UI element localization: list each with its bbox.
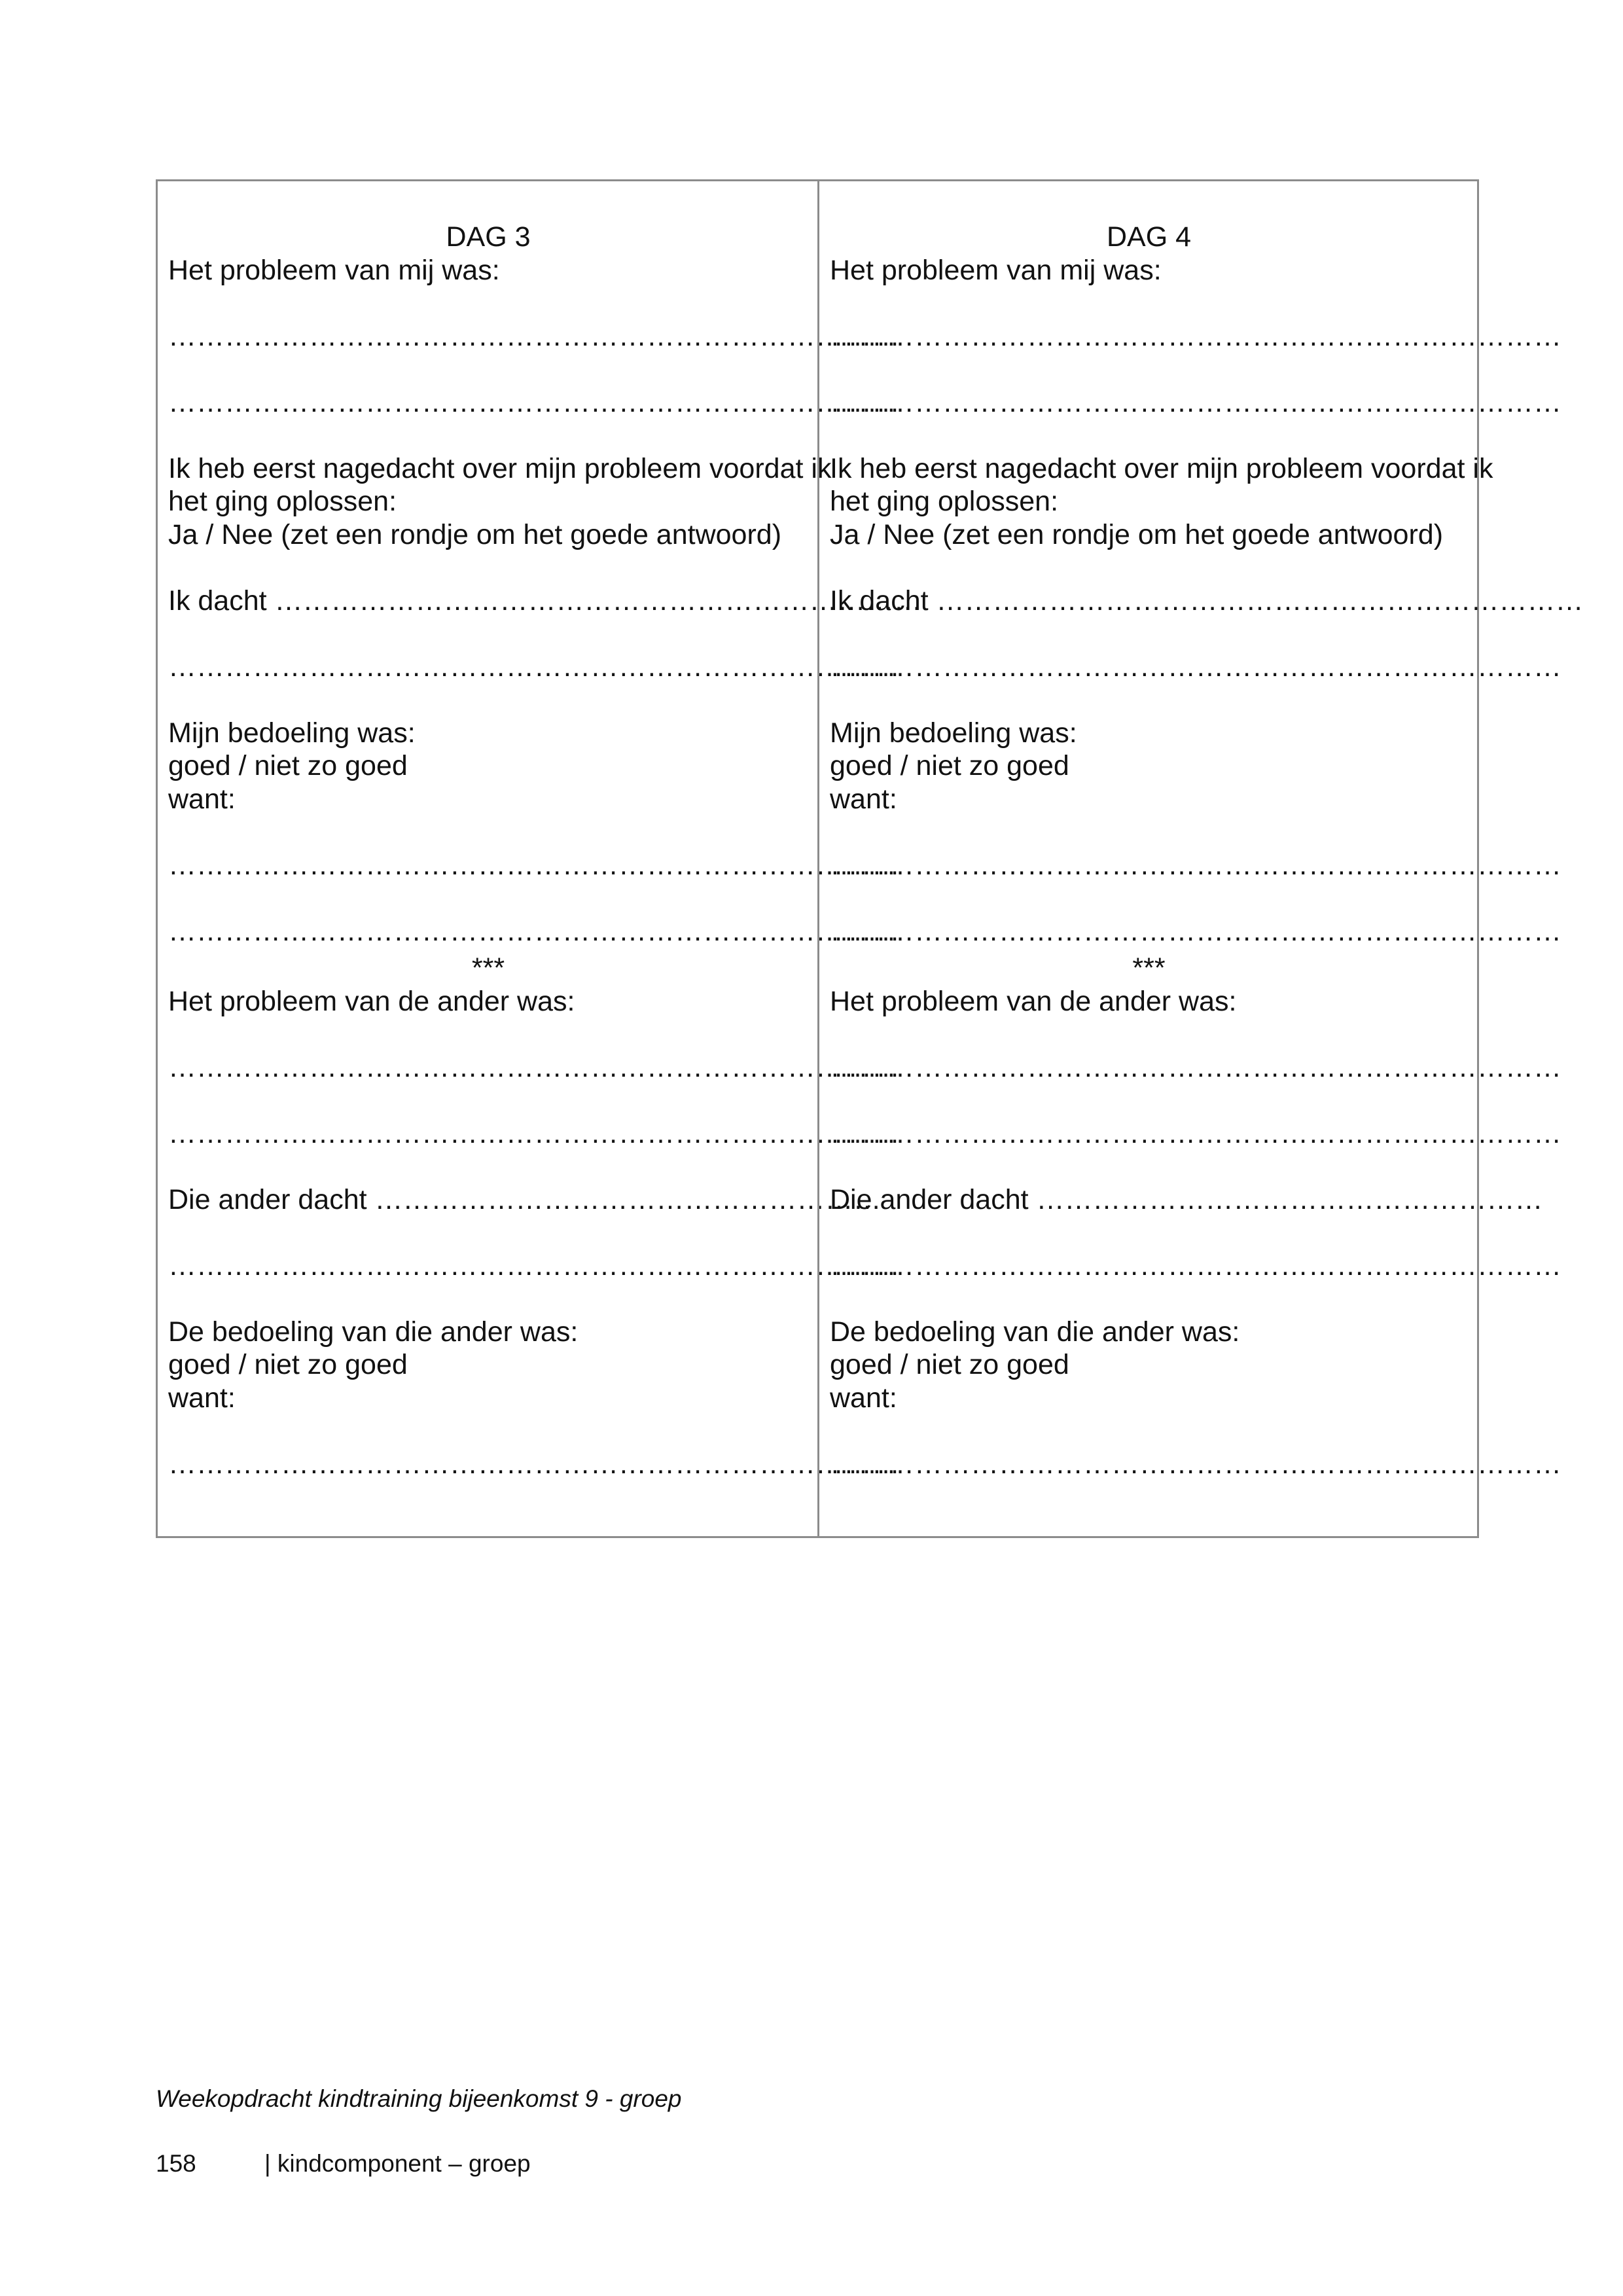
good-not-good-choice[interactable]: goed / niet zo goed (830, 750, 1069, 781)
my-intent-label: Mijn bedoeling was: (830, 717, 1077, 749)
other-intent-label: De bedoeling van die ander was: (168, 1316, 579, 1348)
answer-line[interactable]: …………………………………………………………………… (168, 386, 900, 418)
other-thought-line[interactable]: Die ander dacht ……………………………………………… (830, 1183, 1543, 1215)
answer-line[interactable]: …………………………………………………………………… (830, 386, 1561, 418)
footer-section: | kindcomponent – groep (264, 2150, 531, 2177)
answer-line[interactable]: …………………………………………………………………… (168, 1249, 900, 1282)
other-thought-line[interactable]: Die ander dacht ……………………………………………… (168, 1183, 882, 1215)
answer-line[interactable]: …………………………………………………………………… (830, 915, 1561, 947)
column-day-3 (158, 181, 922, 1536)
day-heading: DAG 4 (1106, 221, 1192, 253)
good-not-good-choice[interactable]: goed / niet zo goed (168, 750, 408, 781)
answer-line[interactable]: …………………………………………………………………… (168, 320, 900, 352)
yes-no-choice[interactable]: Ja / Nee (zet een rondje om het goede antwoord) (830, 518, 1444, 550)
column-day-4 (817, 181, 1584, 1536)
problem-mine-label: Het probleem van mij was: (830, 254, 1162, 286)
section-separator: *** (1132, 952, 1166, 984)
think-first-question: Ik heb eerst nagedacht over mijn probleem voordat ik (830, 452, 1493, 484)
worksheet-table (156, 179, 1584, 1538)
section-separator: *** (471, 952, 505, 984)
day-heading: DAG 3 (446, 221, 531, 253)
answer-line[interactable]: …………………………………………………………………… (168, 915, 900, 947)
think-first-question-cont: het ging oplossen: (168, 486, 397, 517)
answer-line[interactable]: …………………………………………………………………… (168, 1448, 900, 1480)
answer-line[interactable]: …………………………………………………………………… (830, 1448, 1561, 1480)
good-not-good-choice[interactable]: goed / niet zo goed (830, 1349, 1069, 1380)
my-intent-label: Mijn bedoeling was: (168, 717, 416, 749)
problem-other-label: Het probleem van de ander was: (168, 985, 575, 1017)
because-label: want: (168, 783, 236, 815)
because-label: want: (830, 783, 897, 815)
problem-other-label: Het probleem van de ander was: (830, 985, 1237, 1017)
answer-line[interactable]: …………………………………………………………………… (830, 849, 1561, 881)
answer-line[interactable]: …………………………………………………………………… (830, 1051, 1561, 1083)
page-number: 158 (156, 2150, 196, 2177)
good-not-good-choice[interactable]: goed / niet zo goed (168, 1349, 408, 1380)
problem-mine-label: Het probleem van mij was: (168, 254, 500, 286)
think-first-question: Ik heb eerst nagedacht over mijn probleem voordat ik (168, 452, 832, 484)
i-thought-line[interactable]: Ik dacht …………………………………………………………… (830, 584, 1584, 617)
answer-line[interactable]: …………………………………………………………………… (830, 651, 1561, 683)
because-label: want: (168, 1382, 236, 1414)
because-label: want: (830, 1382, 897, 1414)
answer-line[interactable]: …………………………………………………………………… (830, 1117, 1561, 1149)
answer-line[interactable]: …………………………………………………………………… (168, 1117, 900, 1149)
answer-line[interactable]: …………………………………………………………………… (830, 320, 1561, 352)
think-first-question-cont: het ging oplossen: (830, 486, 1059, 517)
answer-line[interactable]: …………………………………………………………………… (168, 1051, 900, 1083)
answer-line[interactable]: …………………………………………………………………… (168, 651, 900, 683)
answer-line[interactable]: …………………………………………………………………… (168, 849, 900, 881)
i-thought-line[interactable]: Ik dacht …………………………………………………………… (168, 584, 922, 617)
footer-title: Weekopdracht kindtraining bijeenkomst 9 - groep (156, 2085, 682, 2112)
yes-no-choice[interactable]: Ja / Nee (zet een rondje om het goede antwoord) (168, 518, 782, 550)
other-intent-label: De bedoeling van die ander was: (830, 1316, 1240, 1348)
answer-line[interactable]: …………………………………………………………………… (830, 1249, 1561, 1282)
